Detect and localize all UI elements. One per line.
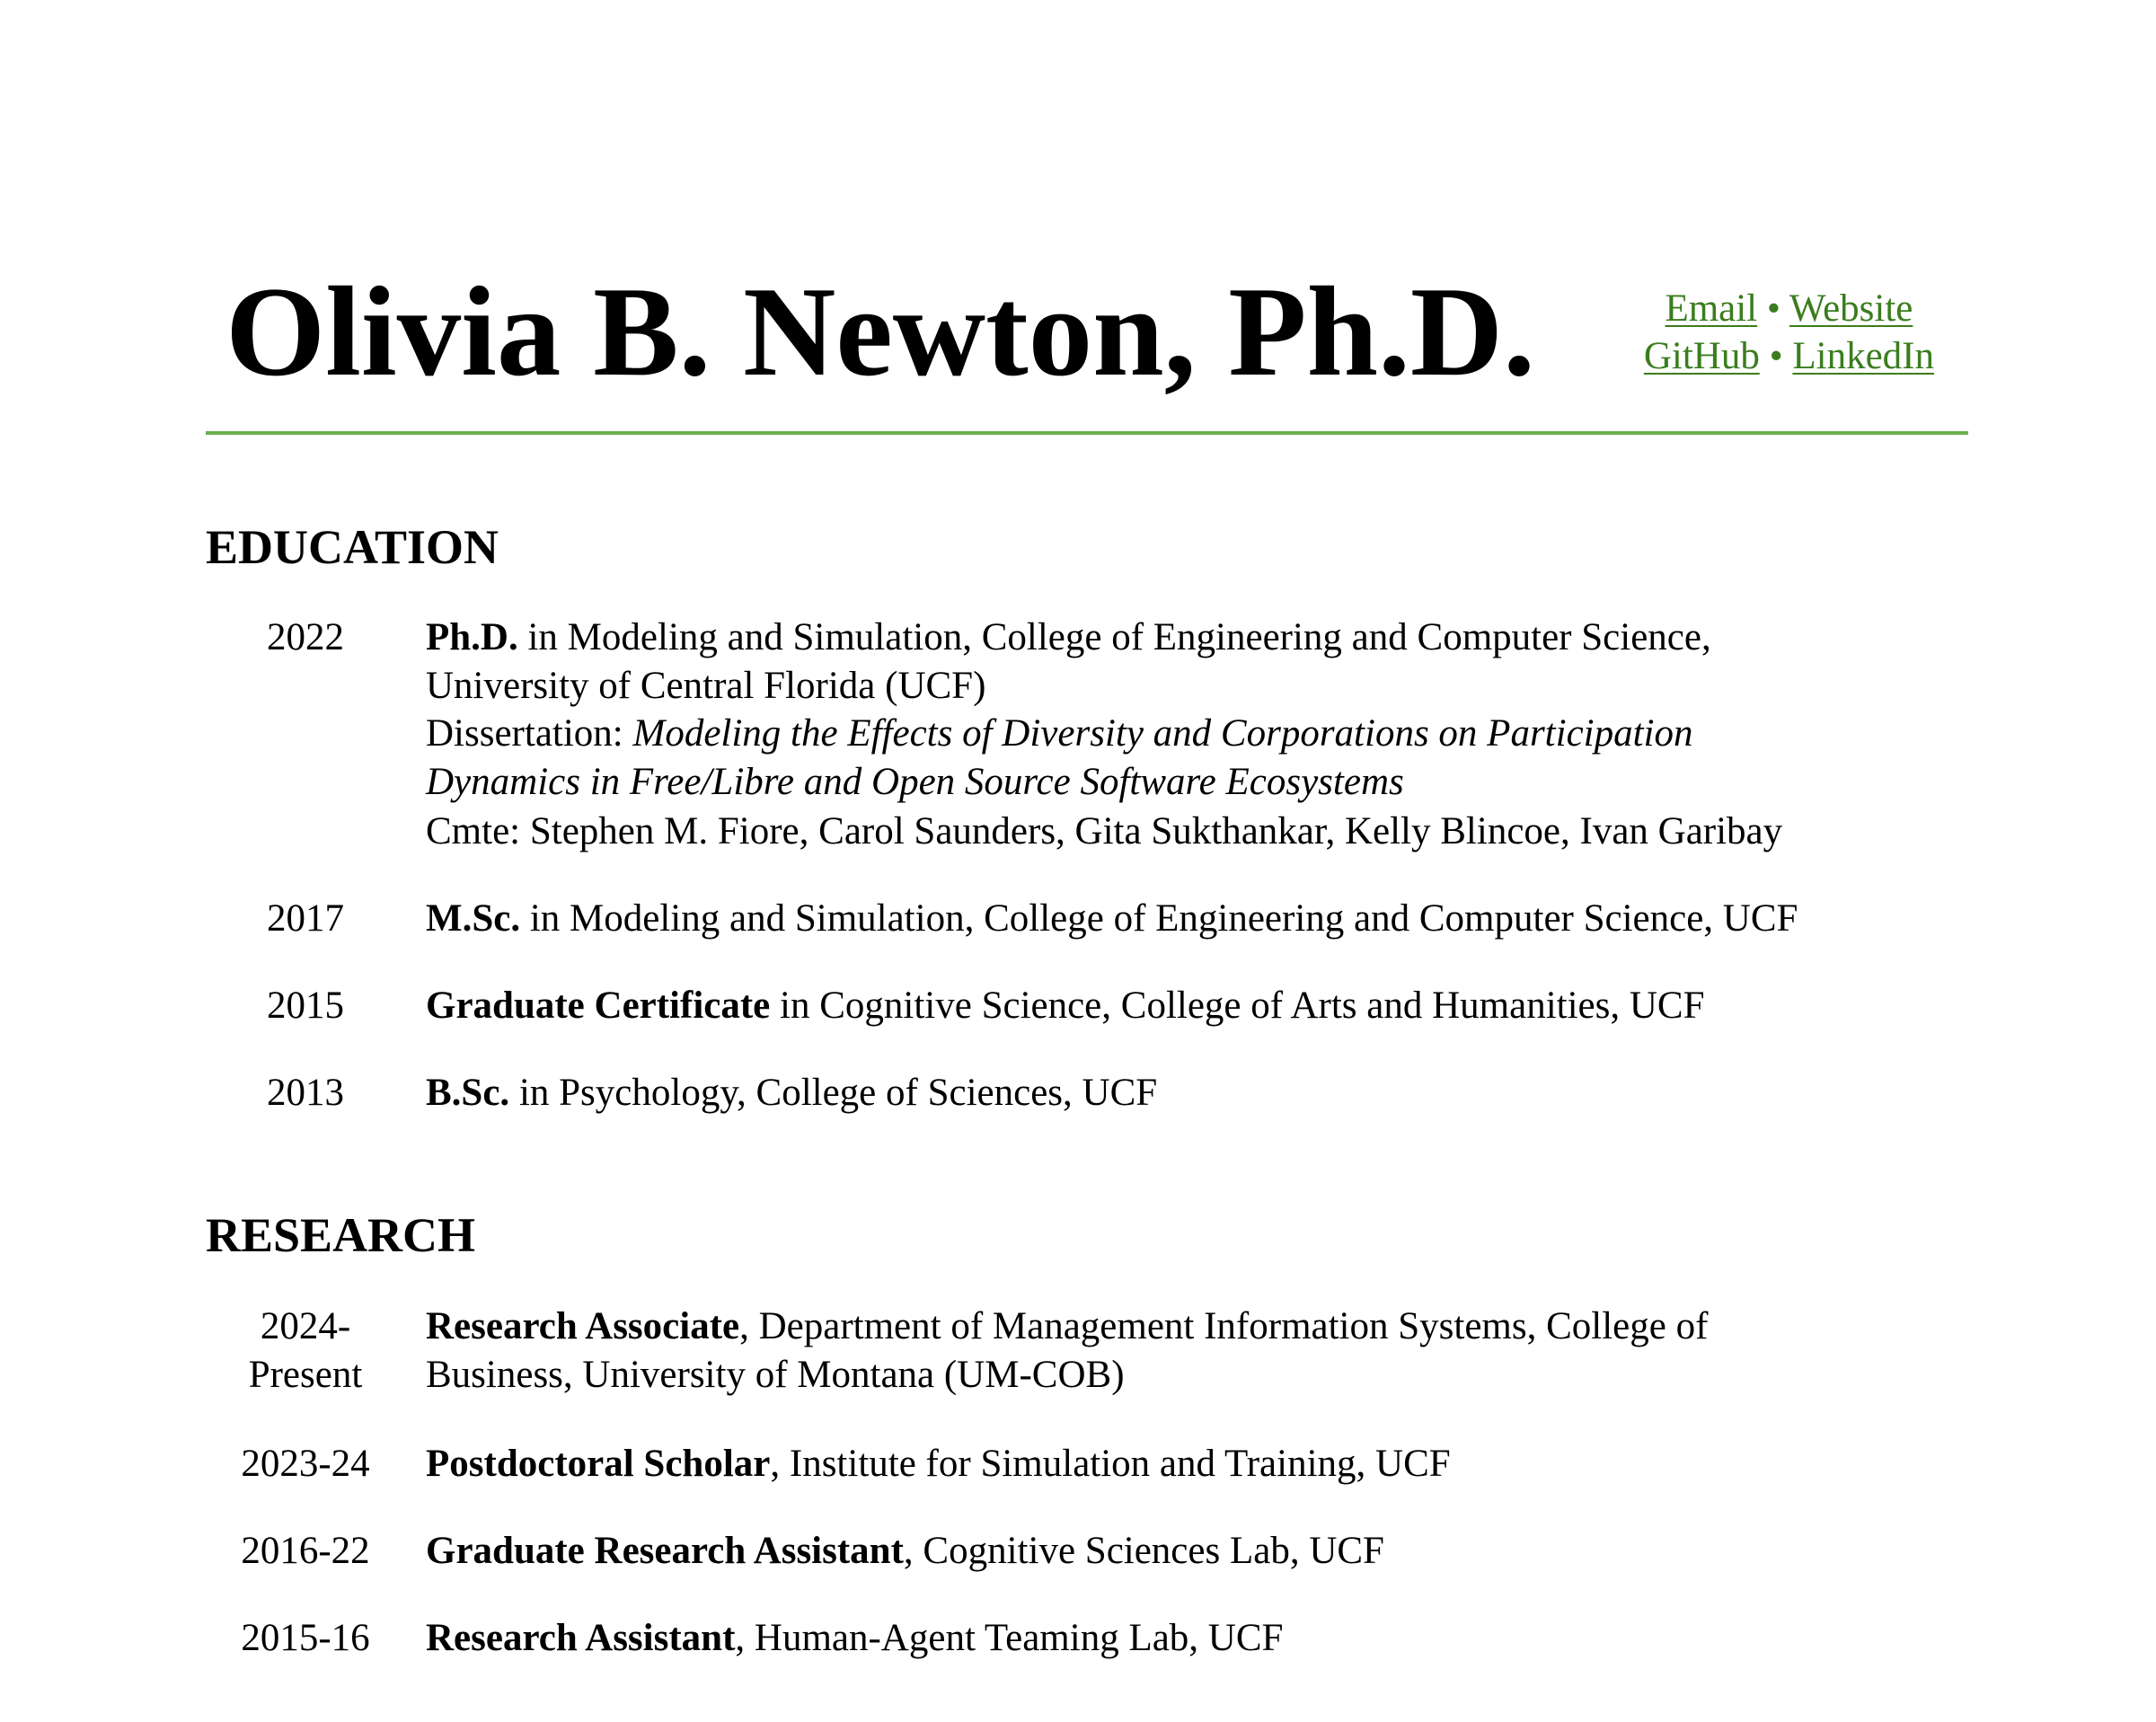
role-label: Research Assistant [426,1617,736,1659]
entry-body [426,1303,1944,1399]
role-label: Graduate Research Assistant [426,1530,904,1572]
contact-links [1644,285,1934,380]
contact-row-2 [1644,332,1934,380]
page-title: Olivia B. Newton, Ph.D. [225,261,1535,402]
degree-detail: in Psychology, College of Sciences, UCF [509,1072,1158,1114]
bullet-separator: • [1769,335,1793,377]
entry-body [426,895,1944,943]
entry-body [426,982,1944,1030]
entry-date: 2013 [267,1072,344,1114]
bullet-separator: • [1766,287,1789,330]
role-label: Research Associate [426,1305,740,1347]
entry-date: 2015-16 [241,1617,370,1659]
degree-label: M.Sc. [426,897,521,940]
degree-label: Ph.D. [426,616,518,658]
degree-label: Graduate Certificate [426,985,771,1027]
role-detail: , Cognitive Sciences Lab, UCF [903,1530,1384,1572]
entry-date-end: Present [248,1353,363,1396]
entry-body [426,614,1944,856]
degree-label: B.Sc. [426,1072,510,1114]
contact-row-1 [1644,285,1934,332]
degree-detail: in Cognitive Science, College of Arts and Humanities, UCF [770,985,1705,1027]
email-link[interactable]: Email [1665,287,1758,330]
role-label: Postdoctoral Scholar [426,1443,771,1485]
entry-date [206,1303,405,1399]
dissertation-title-cont: Dynamics in Free/Libre and Open Source Software Ecosystems [426,760,1404,803]
degree-detail-cont: University of Central Florida (UCF) [426,664,986,707]
linkedin-link[interactable]: LinkedIn [1792,335,1934,377]
education-heading: EDUCATION [206,520,499,574]
entry-date: 2015 [267,985,344,1027]
entry-date: 2023-24 [241,1443,370,1485]
entry-body [426,1069,1944,1117]
role-detail: , Institute for Simulation and Training, UCF [770,1443,1451,1485]
role-detail: , Department of Management Information Systems, College of [739,1305,1709,1347]
role-detail: , Human-Agent Teaming Lab, UCF [735,1617,1284,1659]
cv-header [206,261,1968,435]
committee: Cmte: Stephen M. Fiore, Carol Saunders, Gita Sukthankar, Kelly Blincoe, Ivan Garibay [426,810,1783,852]
entry-body [426,1440,1944,1488]
entry-date: 2016-22 [241,1530,370,1572]
entry-date: 2022 [267,616,344,658]
research-heading: RESEARCH [206,1208,476,1262]
entry-body [426,1527,1944,1576]
website-link[interactable]: Website [1789,287,1913,330]
role-detail-cont: Business, University of Montana (UM-COB) [426,1353,1125,1396]
entry-date: 2017 [267,897,344,940]
entry-body [426,1614,1944,1663]
dissertation-title: Modeling the Effects of Diversity and Corporations on Participation [632,712,1693,755]
github-link[interactable]: GitHub [1643,335,1760,377]
degree-detail: in Modeling and Simulation, College of Engineering and Computer Science, UCF [520,897,1798,940]
dissertation-label: Dissertation: [426,712,633,755]
entry-date-start: 2024- [260,1305,351,1347]
degree-detail: in Modeling and Simulation, College of Engineering and Computer Science, [517,616,1711,658]
